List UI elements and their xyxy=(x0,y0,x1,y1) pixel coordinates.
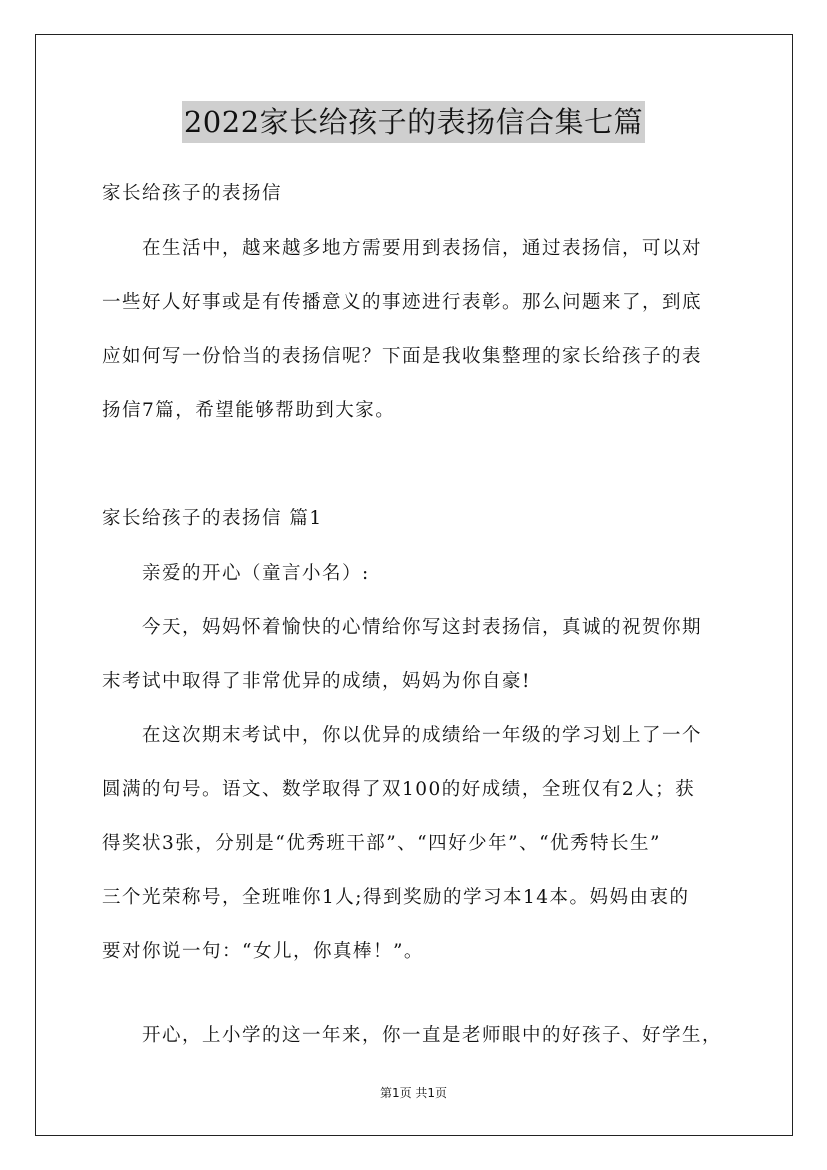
paragraph-line: 开心，上小学的这一年来，你一直是老师眼中的好孩子、好学生， xyxy=(142,1025,723,1046)
paragraph-line: 末考试中取得了非常优异的成绩，妈妈为你自豪! xyxy=(102,671,531,692)
section-heading: 家长给孩子的表扬信 篇1 xyxy=(102,508,323,529)
paragraph-line: 在这次期末考试中，你以优异的成绩给一年级的学习划上了一个 xyxy=(142,725,703,746)
paragraph-line: 得奖状3张，分别是“优秀班干部”、“四好少年”、“优秀特长生” xyxy=(102,833,662,854)
document-title: 2022家长给孩子的表扬信合集七篇 xyxy=(182,101,645,143)
salutation-line: 亲爱的开心（童言小名）: xyxy=(142,563,370,584)
paragraph-line: 三个光荣称号，全班唯你1人;得到奖励的学习本14本。妈妈由衷的 xyxy=(102,887,690,908)
paragraph-line: 今天，妈妈怀着愉快的心情给你写这封表扬信，真诚的祝贺你期 xyxy=(142,617,703,638)
paragraph-line: 在生活中，越来越多地方需要用到表扬信，通过表扬信，可以对 xyxy=(142,238,703,259)
paragraph-line: 一些好人好事或是有传播意义的事迹进行表彰。那么问题来了，到底 xyxy=(102,292,703,313)
title-container xyxy=(0,101,827,143)
paragraph-line: 要对你说一句：“女儿，你真棒！”。 xyxy=(102,941,424,962)
paragraph-line: 扬信7篇，希望能够帮助到大家。 xyxy=(102,400,396,421)
paragraph-line: 圆满的句号。语文、数学取得了双100的好成绩，全班仅有2人；获 xyxy=(102,779,696,800)
page-footer: 第1页 共1页 xyxy=(379,1086,448,1100)
paragraph-line: 应如何写一份恰当的表扬信呢？下面是我收集整理的家长给孩子的表 xyxy=(102,346,703,367)
section-heading: 家长给孩子的表扬信 xyxy=(102,183,283,204)
